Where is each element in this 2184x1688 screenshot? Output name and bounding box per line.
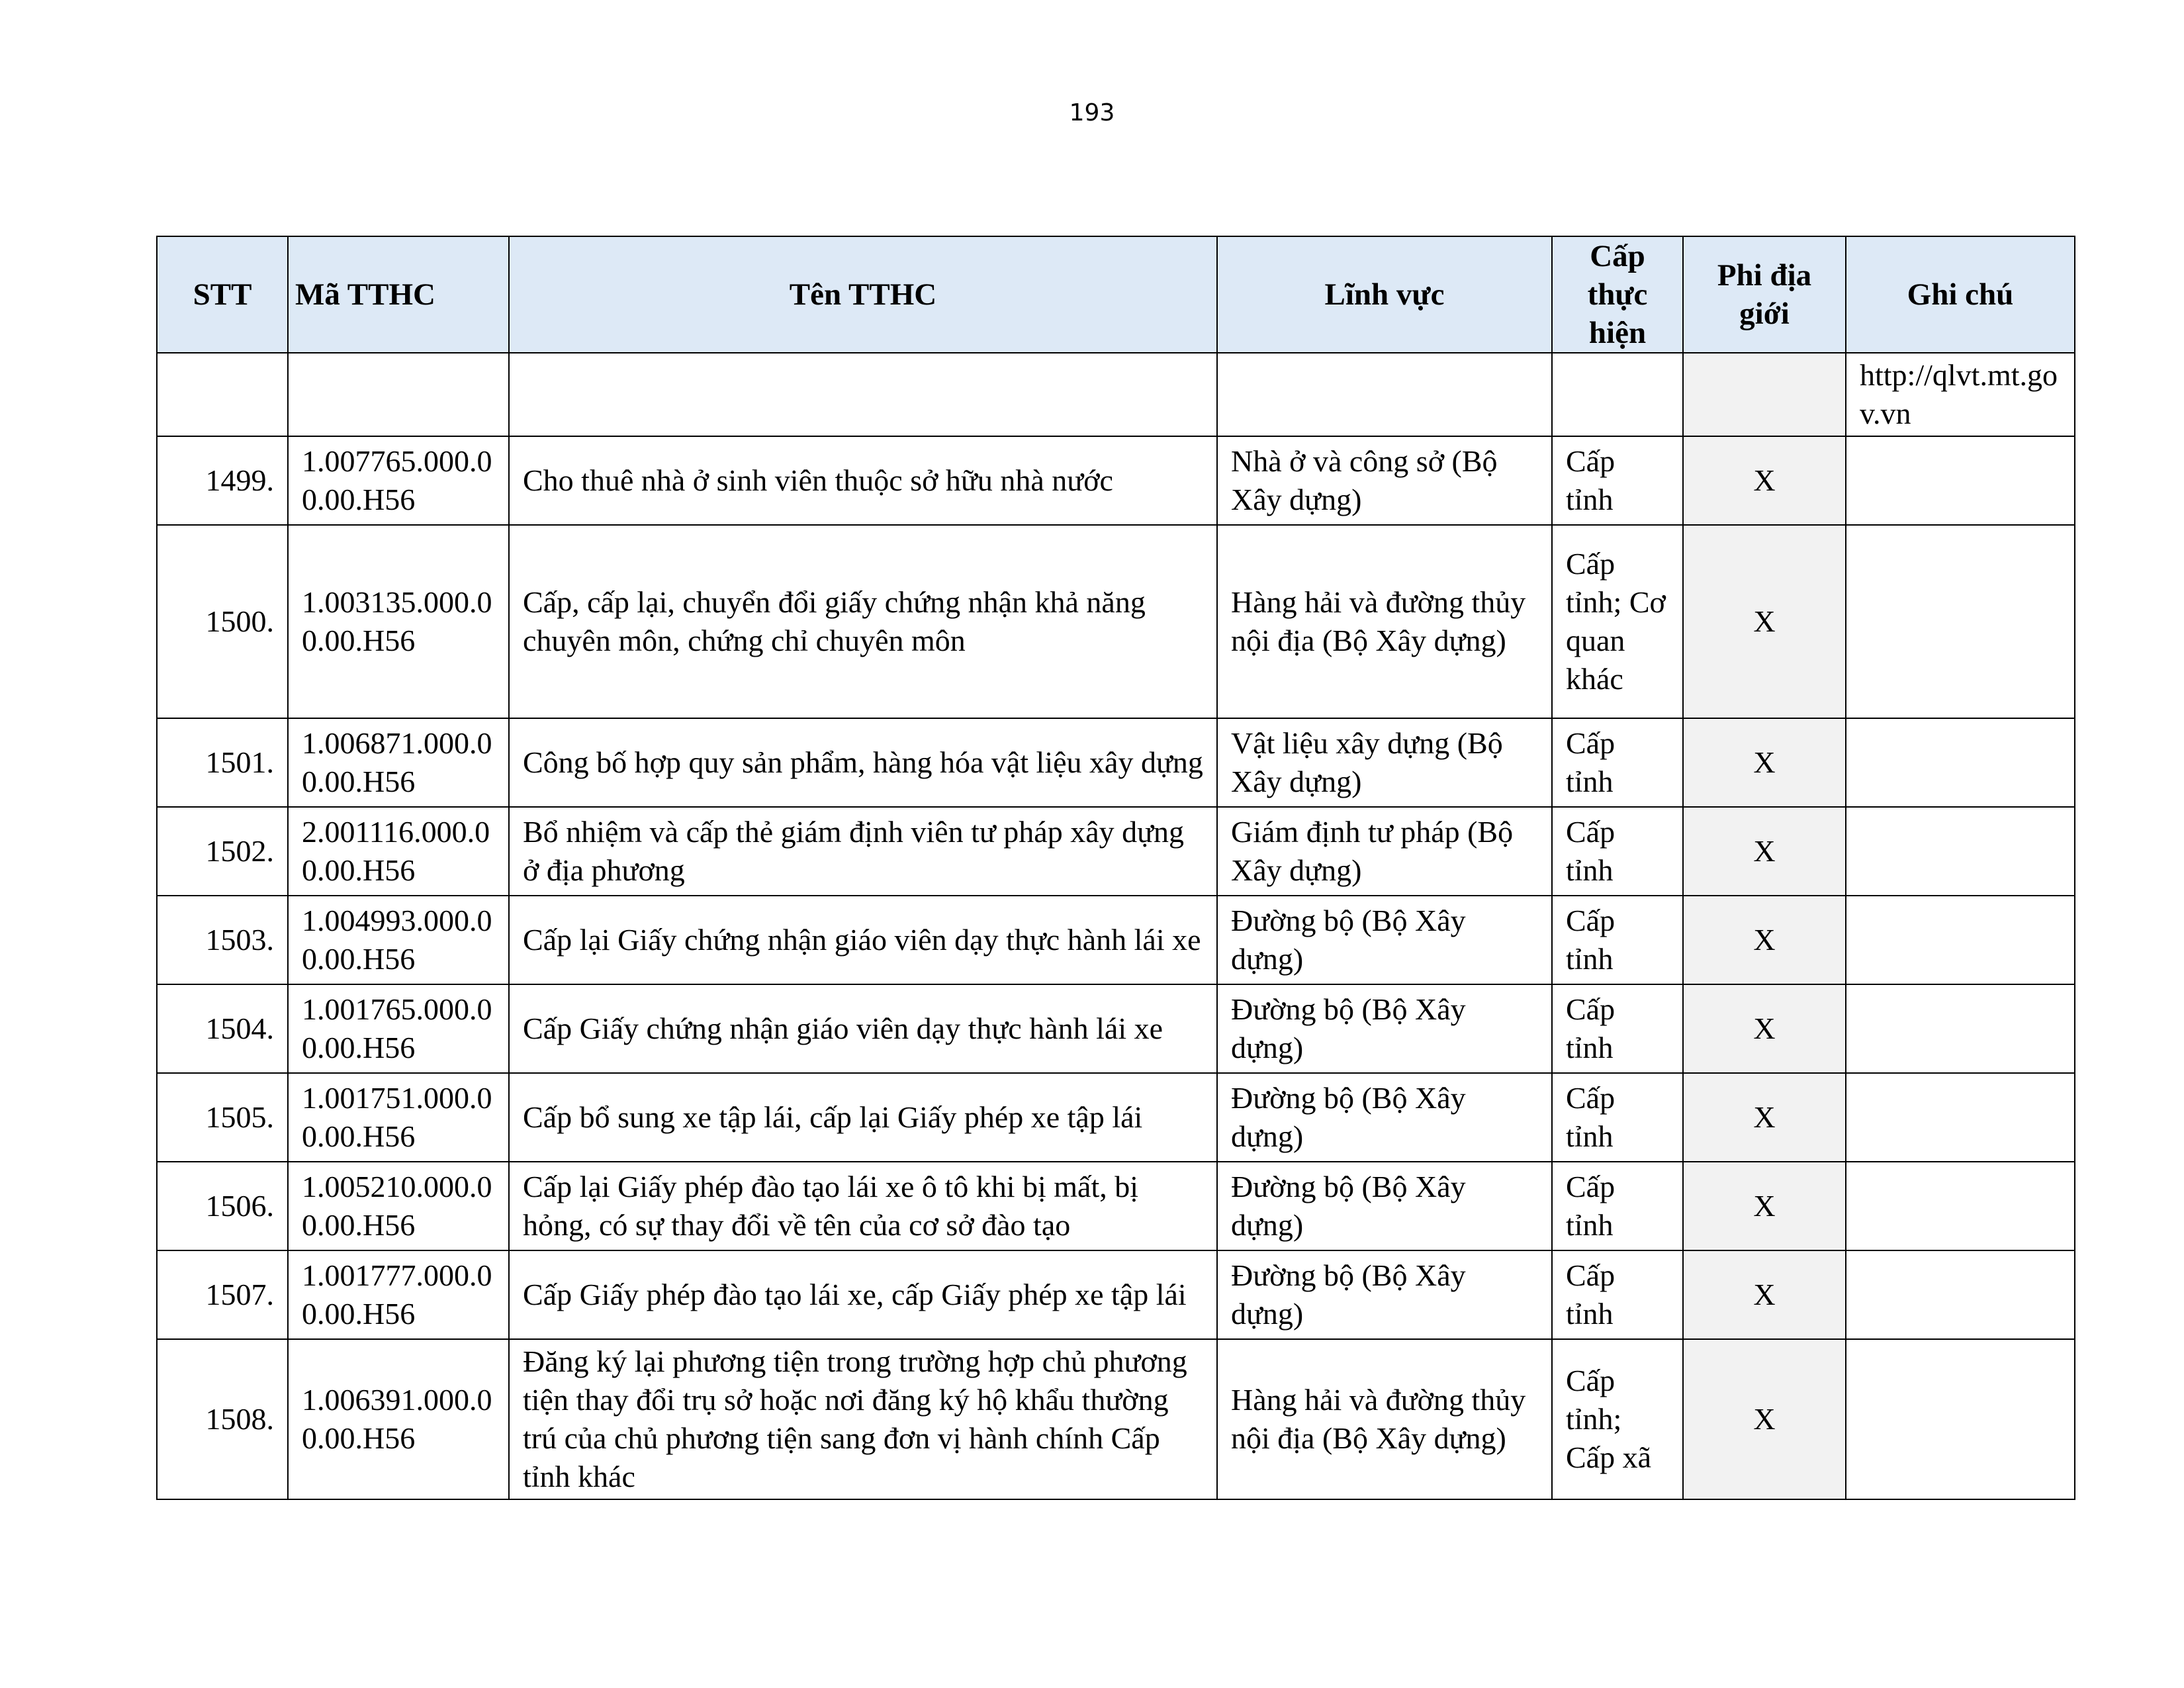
cell-ten-tthc: Cấp Giấy phép đào tạo lái xe, cấp Giấy phép xe tập lái bbox=[509, 1250, 1217, 1339]
table-row bbox=[157, 1250, 2075, 1339]
cell-phi-dia-gioi: X bbox=[1683, 718, 1846, 807]
table-row bbox=[157, 896, 2075, 984]
cell-stt: 1507. bbox=[157, 1250, 288, 1339]
cell-cap-thuc-hien: Cấp tỉnh bbox=[1552, 1162, 1683, 1250]
cell-linh-vuc: Đường bộ (Bộ Xây dựng) bbox=[1217, 984, 1552, 1073]
cell-ma-tthc: 1.005210.000.00.00.H56 bbox=[288, 1162, 509, 1250]
cell-stt: 1504. bbox=[157, 984, 288, 1073]
cell-ma-tthc: 2.001116.000.00.00.H56 bbox=[288, 807, 509, 896]
cell-phi-dia-gioi: X bbox=[1683, 1339, 1846, 1499]
cell-ten-tthc: Cho thuê nhà ở sinh viên thuộc sở hữu nhà nước bbox=[509, 436, 1217, 525]
cell-ten-tthc: Cấp lại Giấy phép đào tạo lái xe ô tô khi bị mất, bị hỏng, có sự thay đổi về tên của cơ sở đào tạo bbox=[509, 1162, 1217, 1250]
table-row bbox=[157, 807, 2075, 896]
cell-cap-thuc-hien: Cấp tỉnh bbox=[1552, 718, 1683, 807]
cell-cap-thuc-hien: Cấp tỉnh bbox=[1552, 1073, 1683, 1162]
cell-stt: 1506. bbox=[157, 1162, 288, 1250]
header-ten-tthc: Tên TTHC bbox=[509, 236, 1217, 353]
cell-ten-tthc: Công bố hợp quy sản phẩm, hàng hóa vật liệu xây dựng bbox=[509, 718, 1217, 807]
cell-stt bbox=[157, 353, 288, 436]
cell-linh-vuc: Hàng hải và đường thủy nội địa (Bộ Xây dựng) bbox=[1217, 1339, 1552, 1499]
cell-ma-tthc: 1.001751.000.00.00.H56 bbox=[288, 1073, 509, 1162]
table-row bbox=[157, 1162, 2075, 1250]
cell-phi-dia-gioi: X bbox=[1683, 1073, 1846, 1162]
cell-stt: 1503. bbox=[157, 896, 288, 984]
cell-ma-tthc: 1.006391.000.00.00.H56 bbox=[288, 1339, 509, 1499]
header-cap-thuc-hien: Cấp thực hiện bbox=[1552, 236, 1683, 353]
cell-ten-tthc: Đăng ký lại phương tiện trong trường hợp chủ phương tiện thay đổi trụ sở hoặc nơi đăng ký hộ khẩu thường trú của chủ phương tiện sang đơn vị hành chính Cấp tỉnh khác bbox=[509, 1339, 1217, 1499]
cell-phi-dia-gioi bbox=[1683, 353, 1846, 436]
cell-ghi-chu bbox=[1846, 1073, 2075, 1162]
cell-linh-vuc: Đường bộ (Bộ Xây dựng) bbox=[1217, 1162, 1552, 1250]
cell-ma-tthc: 1.001777.000.00.00.H56 bbox=[288, 1250, 509, 1339]
cell-ma-tthc: 1.006871.000.00.00.H56 bbox=[288, 718, 509, 807]
cell-stt: 1505. bbox=[157, 1073, 288, 1162]
cell-cap-thuc-hien: Cấp tỉnh bbox=[1552, 807, 1683, 896]
cell-ghi-chu bbox=[1846, 1162, 2075, 1250]
cell-phi-dia-gioi: X bbox=[1683, 807, 1846, 896]
cell-ma-tthc: 1.003135.000.00.00.H56 bbox=[288, 525, 509, 718]
header-phi-dia-gioi: Phi địa giới bbox=[1683, 236, 1846, 353]
cell-cap-thuc-hien: Cấp tỉnh bbox=[1552, 896, 1683, 984]
cell-ten-tthc: Cấp lại Giấy chứng nhận giáo viên dạy thực hành lái xe bbox=[509, 896, 1217, 984]
cell-stt: 1501. bbox=[157, 718, 288, 807]
table-row bbox=[157, 718, 2075, 807]
cell-ten-tthc: Bổ nhiệm và cấp thẻ giám định viên tư pháp xây dựng ở địa phương bbox=[509, 807, 1217, 896]
cell-ten-tthc bbox=[509, 353, 1217, 436]
cell-stt: 1508. bbox=[157, 1339, 288, 1499]
table-row bbox=[157, 436, 2075, 525]
table-row bbox=[157, 1073, 2075, 1162]
cell-ghi-chu bbox=[1846, 1339, 2075, 1499]
table-row bbox=[157, 525, 2075, 718]
cell-cap-thuc-hien: Cấp tỉnh bbox=[1552, 1250, 1683, 1339]
cell-phi-dia-gioi: X bbox=[1683, 436, 1846, 525]
cell-ghi-chu bbox=[1846, 525, 2075, 718]
header-linh-vuc: Lĩnh vực bbox=[1217, 236, 1552, 353]
cell-stt: 1502. bbox=[157, 807, 288, 896]
cell-ghi-chu bbox=[1846, 718, 2075, 807]
table-row bbox=[157, 984, 2075, 1073]
cell-phi-dia-gioi: X bbox=[1683, 525, 1846, 718]
cell-phi-dia-gioi: X bbox=[1683, 1162, 1846, 1250]
cell-phi-dia-gioi: X bbox=[1683, 984, 1846, 1073]
cell-linh-vuc: Hàng hải và đường thủy nội địa (Bộ Xây dựng) bbox=[1217, 525, 1552, 718]
cell-ma-tthc: 1.004993.000.00.00.H56 bbox=[288, 896, 509, 984]
cell-linh-vuc: Đường bộ (Bộ Xây dựng) bbox=[1217, 896, 1552, 984]
table-row bbox=[157, 353, 2075, 436]
cell-ghi-chu bbox=[1846, 807, 2075, 896]
procedure-table bbox=[156, 236, 2075, 1500]
header-ma-tthc: Mã TTHC bbox=[288, 236, 509, 353]
header-stt: STT bbox=[157, 236, 288, 353]
cell-linh-vuc: Giám định tư pháp (Bộ Xây dựng) bbox=[1217, 807, 1552, 896]
cell-linh-vuc: Nhà ở và công sở (Bộ Xây dựng) bbox=[1217, 436, 1552, 525]
cell-stt: 1500. bbox=[157, 525, 288, 718]
cell-linh-vuc: Vật liệu xây dựng (Bộ Xây dựng) bbox=[1217, 718, 1552, 807]
cell-cap-thuc-hien: Cấp tỉnh bbox=[1552, 984, 1683, 1073]
cell-phi-dia-gioi: X bbox=[1683, 1250, 1846, 1339]
cell-linh-vuc: Đường bộ (Bộ Xây dựng) bbox=[1217, 1073, 1552, 1162]
header-ghi-chu: Ghi chú bbox=[1846, 236, 2075, 353]
cell-ghi-chu bbox=[1846, 436, 2075, 525]
cell-ghi-chu-link[interactable]: http://qlvt.mt.gov.vn bbox=[1846, 353, 2075, 436]
cell-linh-vuc bbox=[1217, 353, 1552, 436]
cell-linh-vuc: Đường bộ (Bộ Xây dựng) bbox=[1217, 1250, 1552, 1339]
table-row bbox=[157, 1339, 2075, 1499]
cell-cap-thuc-hien: Cấp tỉnh; Cấp xã bbox=[1552, 1339, 1683, 1499]
cell-phi-dia-gioi: X bbox=[1683, 896, 1846, 984]
cell-ghi-chu bbox=[1846, 896, 2075, 984]
cell-ma-tthc: 1.001765.000.00.00.H56 bbox=[288, 984, 509, 1073]
table-header bbox=[157, 236, 2075, 353]
cell-ghi-chu bbox=[1846, 984, 2075, 1073]
cell-ma-tthc: 1.007765.000.00.00.H56 bbox=[288, 436, 509, 525]
cell-ten-tthc: Cấp Giấy chứng nhận giáo viên dạy thực hành lái xe bbox=[509, 984, 1217, 1073]
cell-cap-thuc-hien: Cấp tỉnh bbox=[1552, 436, 1683, 525]
cell-ten-tthc: Cấp bổ sung xe tập lái, cấp lại Giấy phép xe tập lái bbox=[509, 1073, 1217, 1162]
cell-ma-tthc bbox=[288, 353, 509, 436]
cell-ghi-chu bbox=[1846, 1250, 2075, 1339]
table-body bbox=[157, 353, 2075, 1499]
cell-stt: 1499. bbox=[157, 436, 288, 525]
cell-cap-thuc-hien: Cấp tỉnh; Cơ quan khác bbox=[1552, 525, 1683, 718]
cell-cap-thuc-hien bbox=[1552, 353, 1683, 436]
header-row bbox=[157, 236, 2075, 353]
cell-ten-tthc: Cấp, cấp lại, chuyển đổi giấy chứng nhận khả năng chuyên môn, chứng chỉ chuyên môn bbox=[509, 525, 1217, 718]
page-number: 193 bbox=[1069, 99, 1115, 126]
